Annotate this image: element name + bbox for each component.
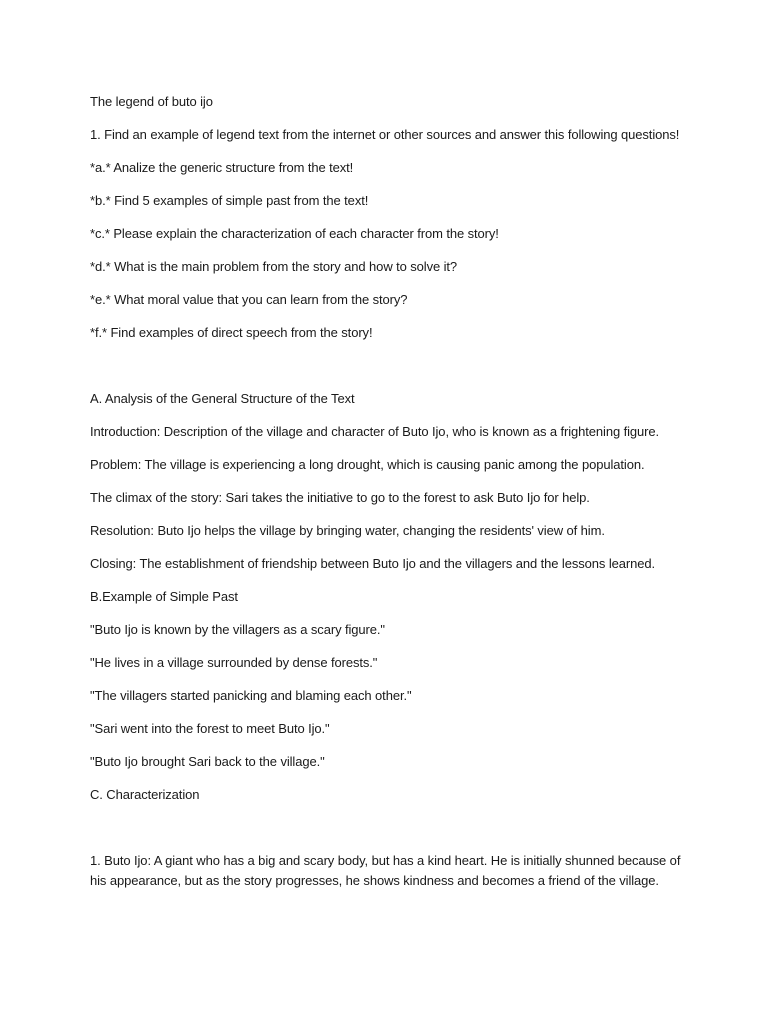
question-f: *f.* Find examples of direct speech from the story!	[90, 325, 373, 340]
section-a-problem: Problem: The village is experiencing a long drought, which is causing panic among the population.	[90, 457, 645, 472]
question-c: *c.* Please explain the characterization of each character from the story!	[90, 226, 499, 241]
simple-past-example: "Buto Ijo is known by the villagers as a scary figure."	[90, 622, 385, 637]
document-body	[90, 92, 682, 904]
section-a-introduction: Introduction: Description of the village and character of Buto Ijo, who is known as a frightening figure.	[90, 424, 660, 439]
question-a: *a.* Analize the generic structure from the text!	[90, 160, 354, 175]
simple-past-example: "Buto Ijo brought Sari back to the village."	[90, 754, 325, 769]
section-b-heading: B.Example of Simple Past	[90, 589, 238, 604]
question-d: *d.* What is the main problem from the story and how to solve it?	[90, 259, 458, 274]
section-c-heading: C. Characterization	[90, 787, 200, 802]
question-e: *e.* What moral value that you can learn from the story?	[90, 292, 408, 307]
task-instruction: 1. Find an example of legend text from the internet or other sources and answer this following questions!	[90, 127, 680, 142]
simple-past-example: "Sari went into the forest to meet Buto Ijo."	[90, 721, 330, 736]
section-a-climax: The climax of the story: Sari takes the initiative to go to the forest to ask Buto Ijo for help.	[90, 490, 590, 505]
section-a-closing: Closing: The establishment of friendship between Buto Ijo and the villagers and the lessons learned.	[90, 556, 656, 571]
section-a-resolution: Resolution: Buto Ijo helps the village by bringing water, changing the residents' view of him.	[90, 523, 605, 538]
simple-past-example: "He lives in a village surrounded by dense forests."	[90, 655, 378, 670]
characterization-item: 1. Buto Ijo: A giant who has a big and scary body, but has a kind heart. He is initially shunned because of his appearance, but as the story progresses, he shows kindness and becomes a friend of the village.	[90, 853, 681, 888]
simple-past-example: "The villagers started panicking and blaming each other."	[90, 688, 412, 703]
section-a-heading: A. Analysis of the General Structure of the Text	[90, 391, 355, 406]
document-title: The legend of buto ijo	[90, 94, 213, 109]
question-b: *b.* Find 5 examples of simple past from the text!	[90, 193, 369, 208]
